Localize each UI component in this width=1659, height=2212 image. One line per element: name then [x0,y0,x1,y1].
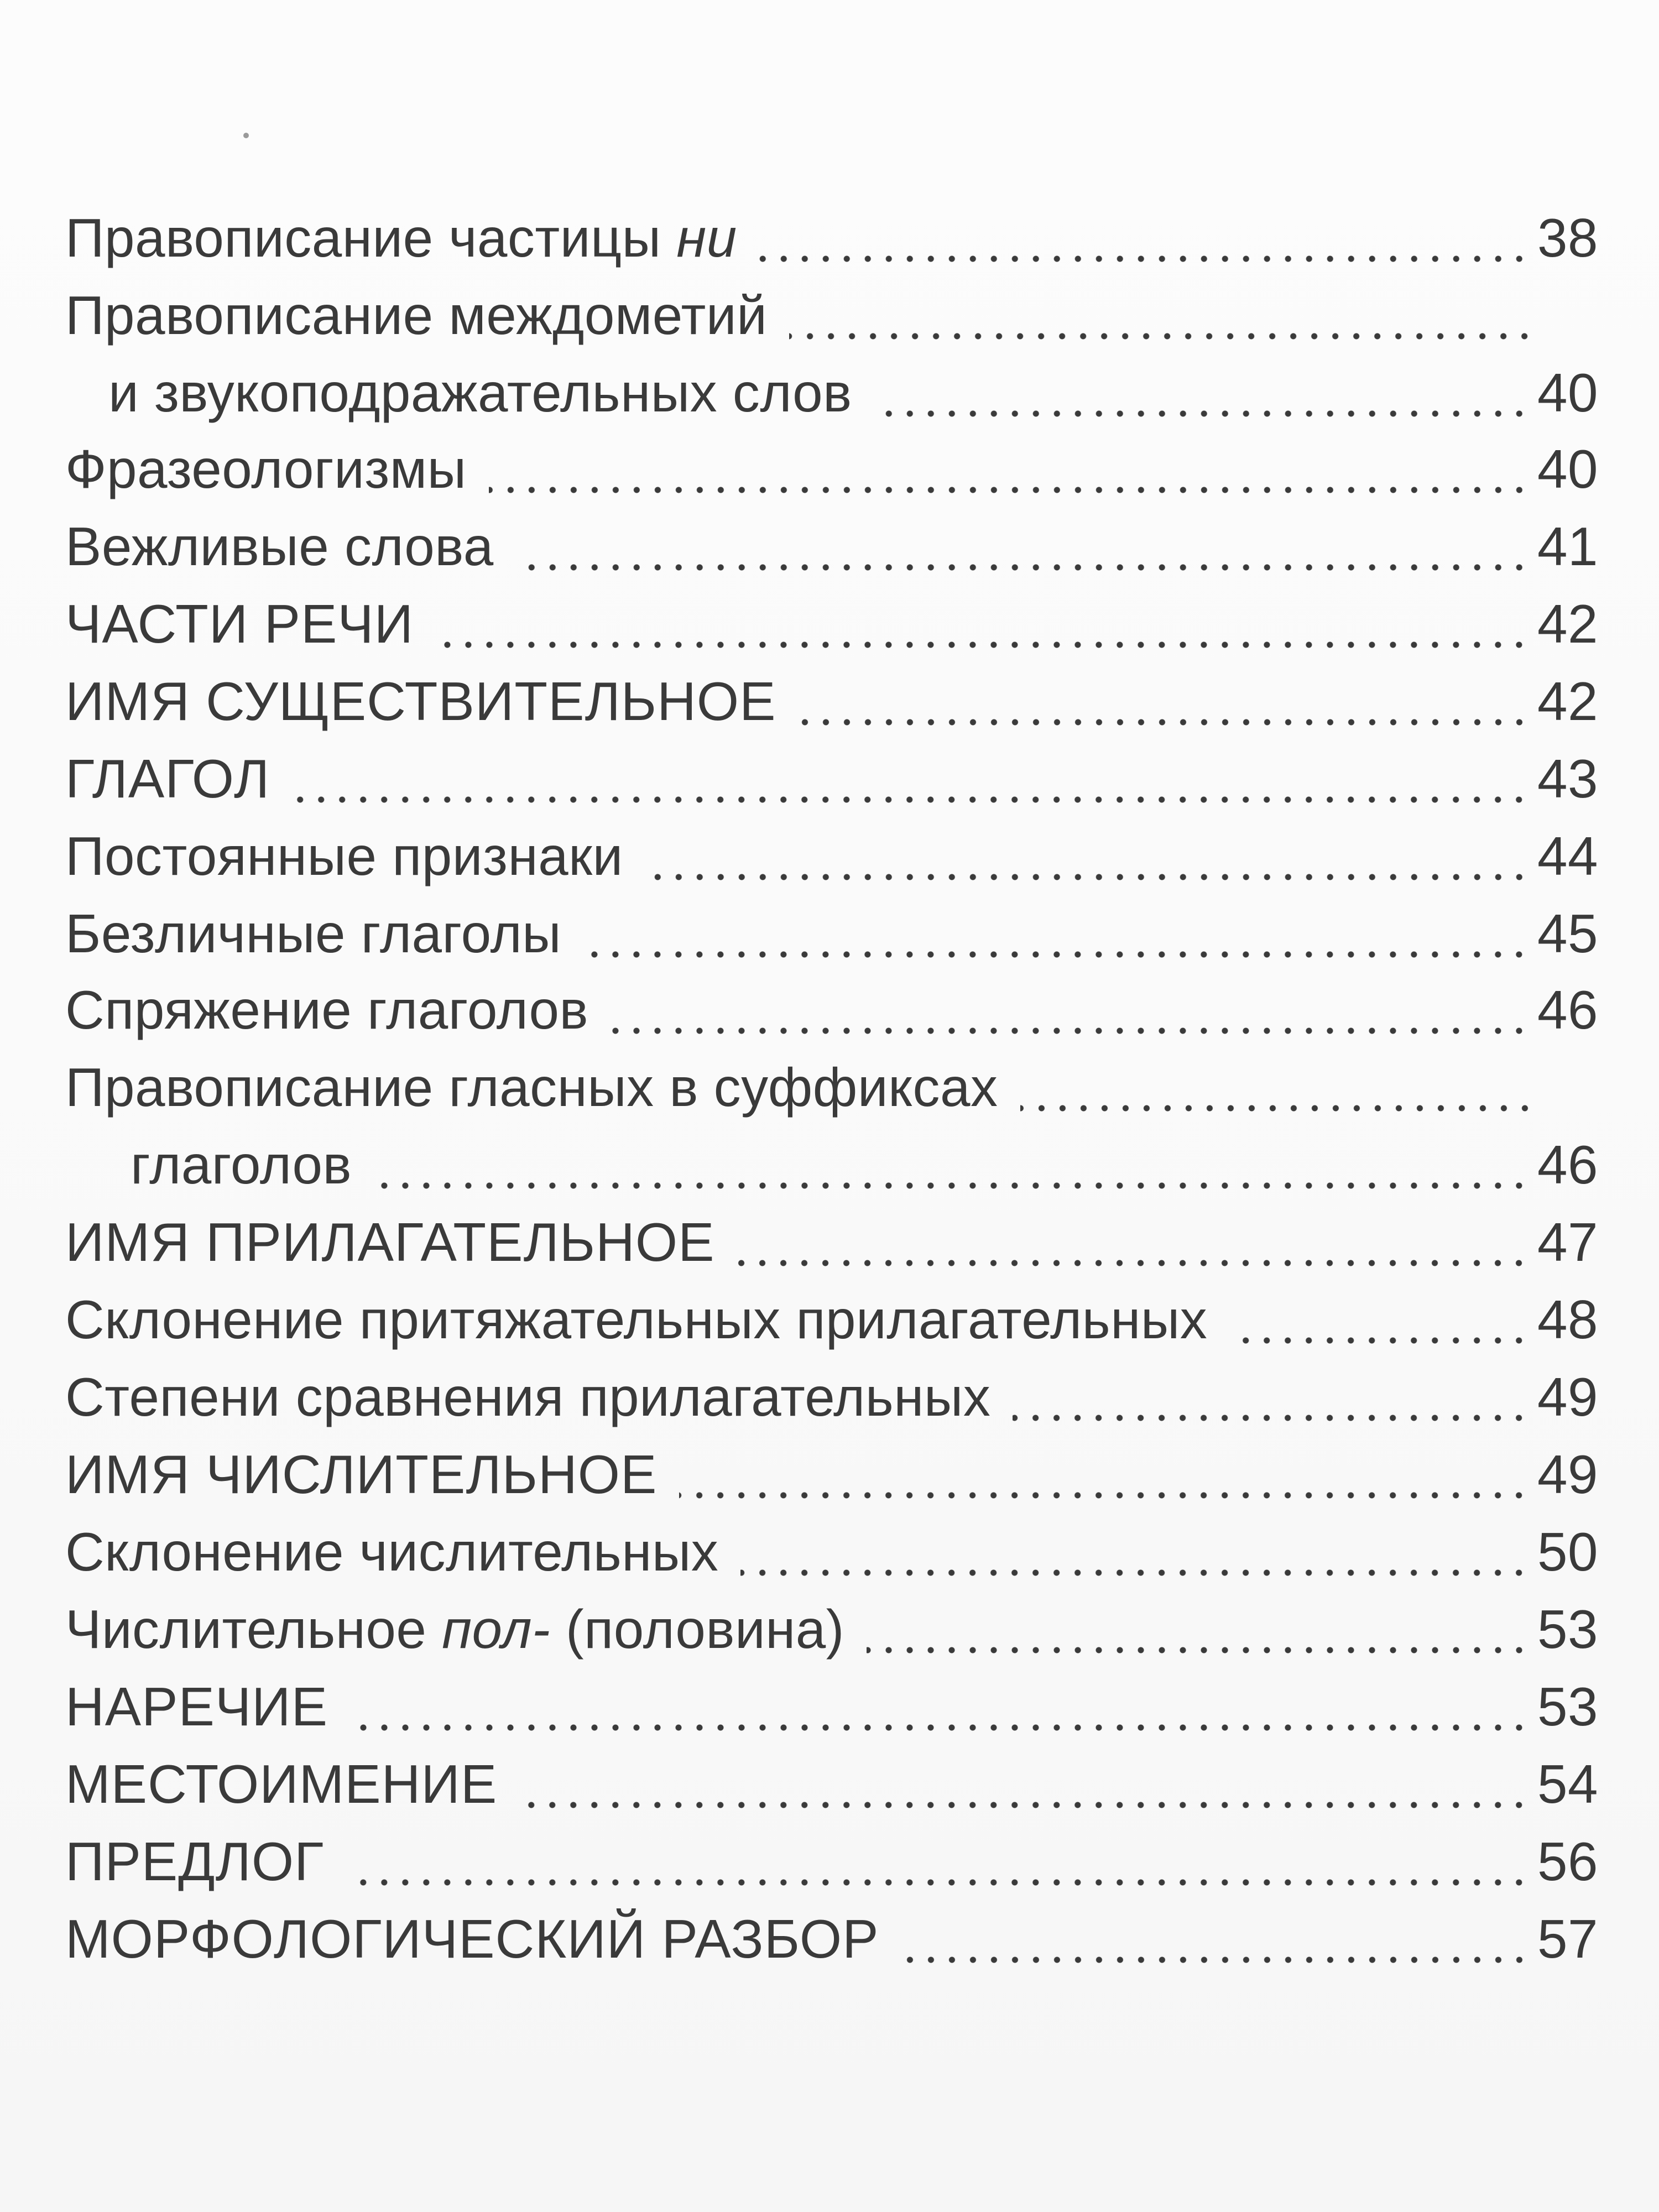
toc-entry-title: Правописание междометий [65,285,768,346]
toc-entry-title-italic: пол- [442,1599,551,1660]
toc-entry-title: Степени сравнения прилагательных [65,1366,991,1427]
dot-leader [1013,1358,1530,1436]
toc-entry-page: 46 [1537,979,1598,1040]
toc-entry-page: 42 [1537,593,1598,654]
toc-entry [65,508,1598,585]
toc-entry-title: ИМЯ ПРИЛАГАТЕЛЬНОЕ [65,1212,715,1272]
toc-entry [65,430,1598,508]
dot-leader [489,430,1530,508]
dot-leader [737,1203,1530,1281]
toc-entry [65,1203,1598,1281]
toc-entry [65,1668,1598,1745]
dot-leader [901,1900,1530,1978]
toc-entry-page: 41 [1537,516,1598,577]
toc-entry-page: 48 [1537,1289,1598,1350]
toc-entry [65,1823,1598,1900]
toc-entry-title: ЧАСТИ РЕЧИ [65,593,414,654]
toc-entry-title: Правописание гласных в суффиксах [65,1057,998,1118]
toc-entry [65,1513,1598,1590]
toc-entry-title: Вежливые слова [65,516,494,577]
toc-entry [65,1358,1598,1436]
toc-entry [65,276,1543,354]
toc-entry-title: МЕСТОИМЕНИЕ [65,1754,498,1814]
dot-leader [679,1436,1530,1513]
toc-entry-page: 47 [1537,1212,1598,1272]
toc-entry-title-italic: ни [676,207,737,268]
toc-entry-title: ПРЕДЛОГ [65,1831,325,1892]
toc-entry-page: 53 [1537,1676,1598,1737]
toc-entry-page: 49 [1537,1366,1598,1427]
toc-entry [65,1745,1598,1823]
dot-leader [374,1126,1530,1203]
toc-entry-page: 57 [1537,1908,1598,1969]
toc-entry-title: Безличные глаголы [65,903,562,964]
toc-entry-title: Склонение числительных [65,1521,719,1582]
toc-entry [65,1900,1598,1978]
toc-entry [65,1436,1598,1513]
dot-leader [611,971,1530,1048]
toc-entry-title: Постоянные признаки [65,826,623,886]
dot-leader [645,817,1530,895]
toc-entry-title: ГЛАГОЛ [65,748,270,809]
toc-entry-page: 40 [1537,362,1598,423]
dot-leader [799,662,1530,740]
toc-entry-page: 45 [1537,903,1598,964]
toc-entry-page: 46 [1537,1134,1598,1195]
dot-leader [759,199,1530,276]
toc-entry-title: Спряжение глаголов [65,979,589,1040]
dot-leader [436,585,1530,662]
dot-leader [867,1590,1530,1668]
toc-entry-page: 56 [1537,1831,1598,1892]
toc-entry [65,971,1598,1048]
toc-entry-title: НАРЕЧИЕ [65,1676,328,1737]
toc-entry [65,1281,1598,1358]
toc-entry [65,817,1598,895]
dot-leader [350,1668,1530,1745]
dot-leader [1229,1281,1530,1358]
toc-entry-title: Склонение притяжательных прилагательных [65,1289,1208,1350]
toc-entry-title: Числительное [65,1599,442,1660]
toc-entry-title: ИМЯ СУЩЕСТВИТЕЛЬНОЕ [65,671,776,732]
dot-leader [583,895,1530,972]
dot-leader [346,1823,1530,1900]
toc-entry-page: 54 [1537,1754,1598,1814]
dot-leader [740,1513,1530,1590]
toc-entry-page: 50 [1537,1521,1598,1582]
toc-entry [131,1126,1598,1203]
dot-leader [519,1745,1530,1823]
toc-entry-title: Фразеологизмы [65,439,467,499]
toc-entry [65,1590,1598,1668]
toc-entry [65,662,1598,740]
toc-entry-page: 44 [1537,826,1598,886]
toc-entry-page: 38 [1537,207,1598,268]
toc-entry [108,354,1598,431]
toc-entry [65,585,1598,662]
toc-entry-title-suffix: (половина) [550,1599,844,1660]
dot-leader [789,276,1535,354]
toc-entry-page: 49 [1537,1444,1598,1505]
toc-entry [65,740,1598,817]
toc-entry [65,895,1598,972]
dot-leader [874,354,1530,431]
toc-entry-page: 42 [1537,671,1598,732]
toc-entry-title: ИМЯ ЧИСЛИТЕЛЬНОЕ [65,1444,658,1505]
toc-entry-page: 43 [1537,748,1598,809]
toc-entry-title: Правописание частицы [65,207,677,268]
dot-leader [1020,1048,1535,1126]
toc-entry [65,1048,1543,1126]
toc-entry [65,199,1598,276]
dot-leader [516,508,1530,585]
toc-entry-title: и звукоподражательных слов [108,362,852,423]
toc-entry-title: глаголов [131,1134,352,1195]
toc-entry-page: 40 [1537,439,1598,499]
toc-entry-page: 53 [1537,1599,1598,1660]
dot-leader [292,740,1530,817]
toc-entry-title: МОРФОЛОГИЧЕСКИЙ РАЗБОР [65,1908,879,1969]
